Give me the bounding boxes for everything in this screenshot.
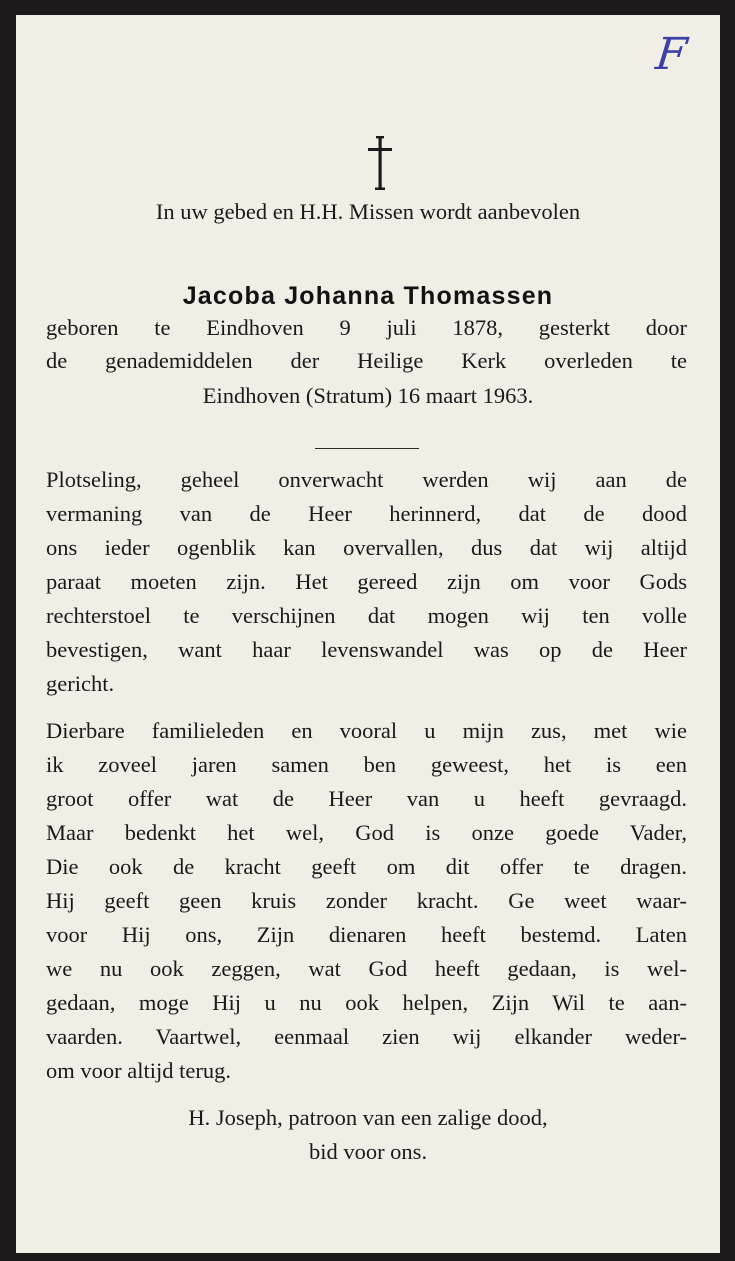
- paragraph-line: Hij geeft geen kruis zonder kracht. Ge weet waar-: [46, 888, 687, 913]
- birth-death-line: de genademiddelen der Heilige Kerk overleden te: [46, 348, 687, 373]
- paragraph-line: Dierbare familieleden en vooral u mijn zus, met wie: [46, 718, 687, 743]
- paragraph-line: gericht.: [46, 671, 115, 696]
- deceased-name: Jacoba Johanna Thomassen: [182, 282, 554, 310]
- paragraph-line: Plotseling, geheel onverwacht werden wij aan de: [46, 467, 687, 492]
- paragraph-line: Maar bedenkt het wel, God is onze goede Vader,: [46, 820, 687, 845]
- closing-line: bid voor ons.: [308, 1139, 428, 1164]
- paragraph-line: om voor altijd terug.: [46, 1058, 231, 1083]
- paragraph-line: paraat moeten zijn. Het gereed zijn om voor Gods: [46, 569, 687, 594]
- birth-death-line: Eindhoven (Stratum) 16 maart 1963.: [202, 383, 534, 408]
- intro-line: In uw gebed en H.H. Missen wordt aanbevolen: [155, 199, 581, 224]
- paragraph-line: bevestigen, want haar levenswandel was op de Heer: [46, 637, 687, 662]
- paragraph-line: Die ook de kracht geeft om dit offer te dragen.: [46, 854, 687, 879]
- cross-icon: [368, 136, 392, 190]
- paragraph-line: ons ieder ogenblik kan overvallen, dus dat wij altijd: [46, 535, 687, 560]
- paragraph-line: rechterstoel te verschijnen dat mogen wij ten volle: [46, 603, 687, 628]
- divider-rule: [315, 448, 419, 449]
- paragraph-line: we nu ook zeggen, wat God heeft gedaan, is wel-: [46, 956, 687, 981]
- memorial-card: [16, 15, 720, 1253]
- birth-death-line: geboren te Eindhoven 9 juli 1878, gesterkt door: [46, 315, 687, 340]
- closing-line: H. Joseph, patroon van een zalige dood,: [188, 1105, 548, 1130]
- paragraph-line: gedaan, moge Hij u nu ook helpen, Zijn Wil te aan-: [46, 990, 687, 1015]
- paragraph-line: ik zoveel jaren samen ben geweest, het is een: [46, 752, 687, 777]
- paragraph-line: vermaning van de Heer herinnerd, dat de dood: [46, 501, 687, 526]
- handwritten-letter-mark: F: [653, 29, 690, 80]
- paragraph-line: vaarden. Vaartwel, eenmaal zien wij elkander weder-: [46, 1024, 687, 1049]
- paragraph-line: groot offer wat de Heer van u heeft gevraagd.: [46, 786, 687, 811]
- paragraph-line: voor Hij ons, Zijn dienaren heeft bestemd. Laten: [46, 922, 687, 947]
